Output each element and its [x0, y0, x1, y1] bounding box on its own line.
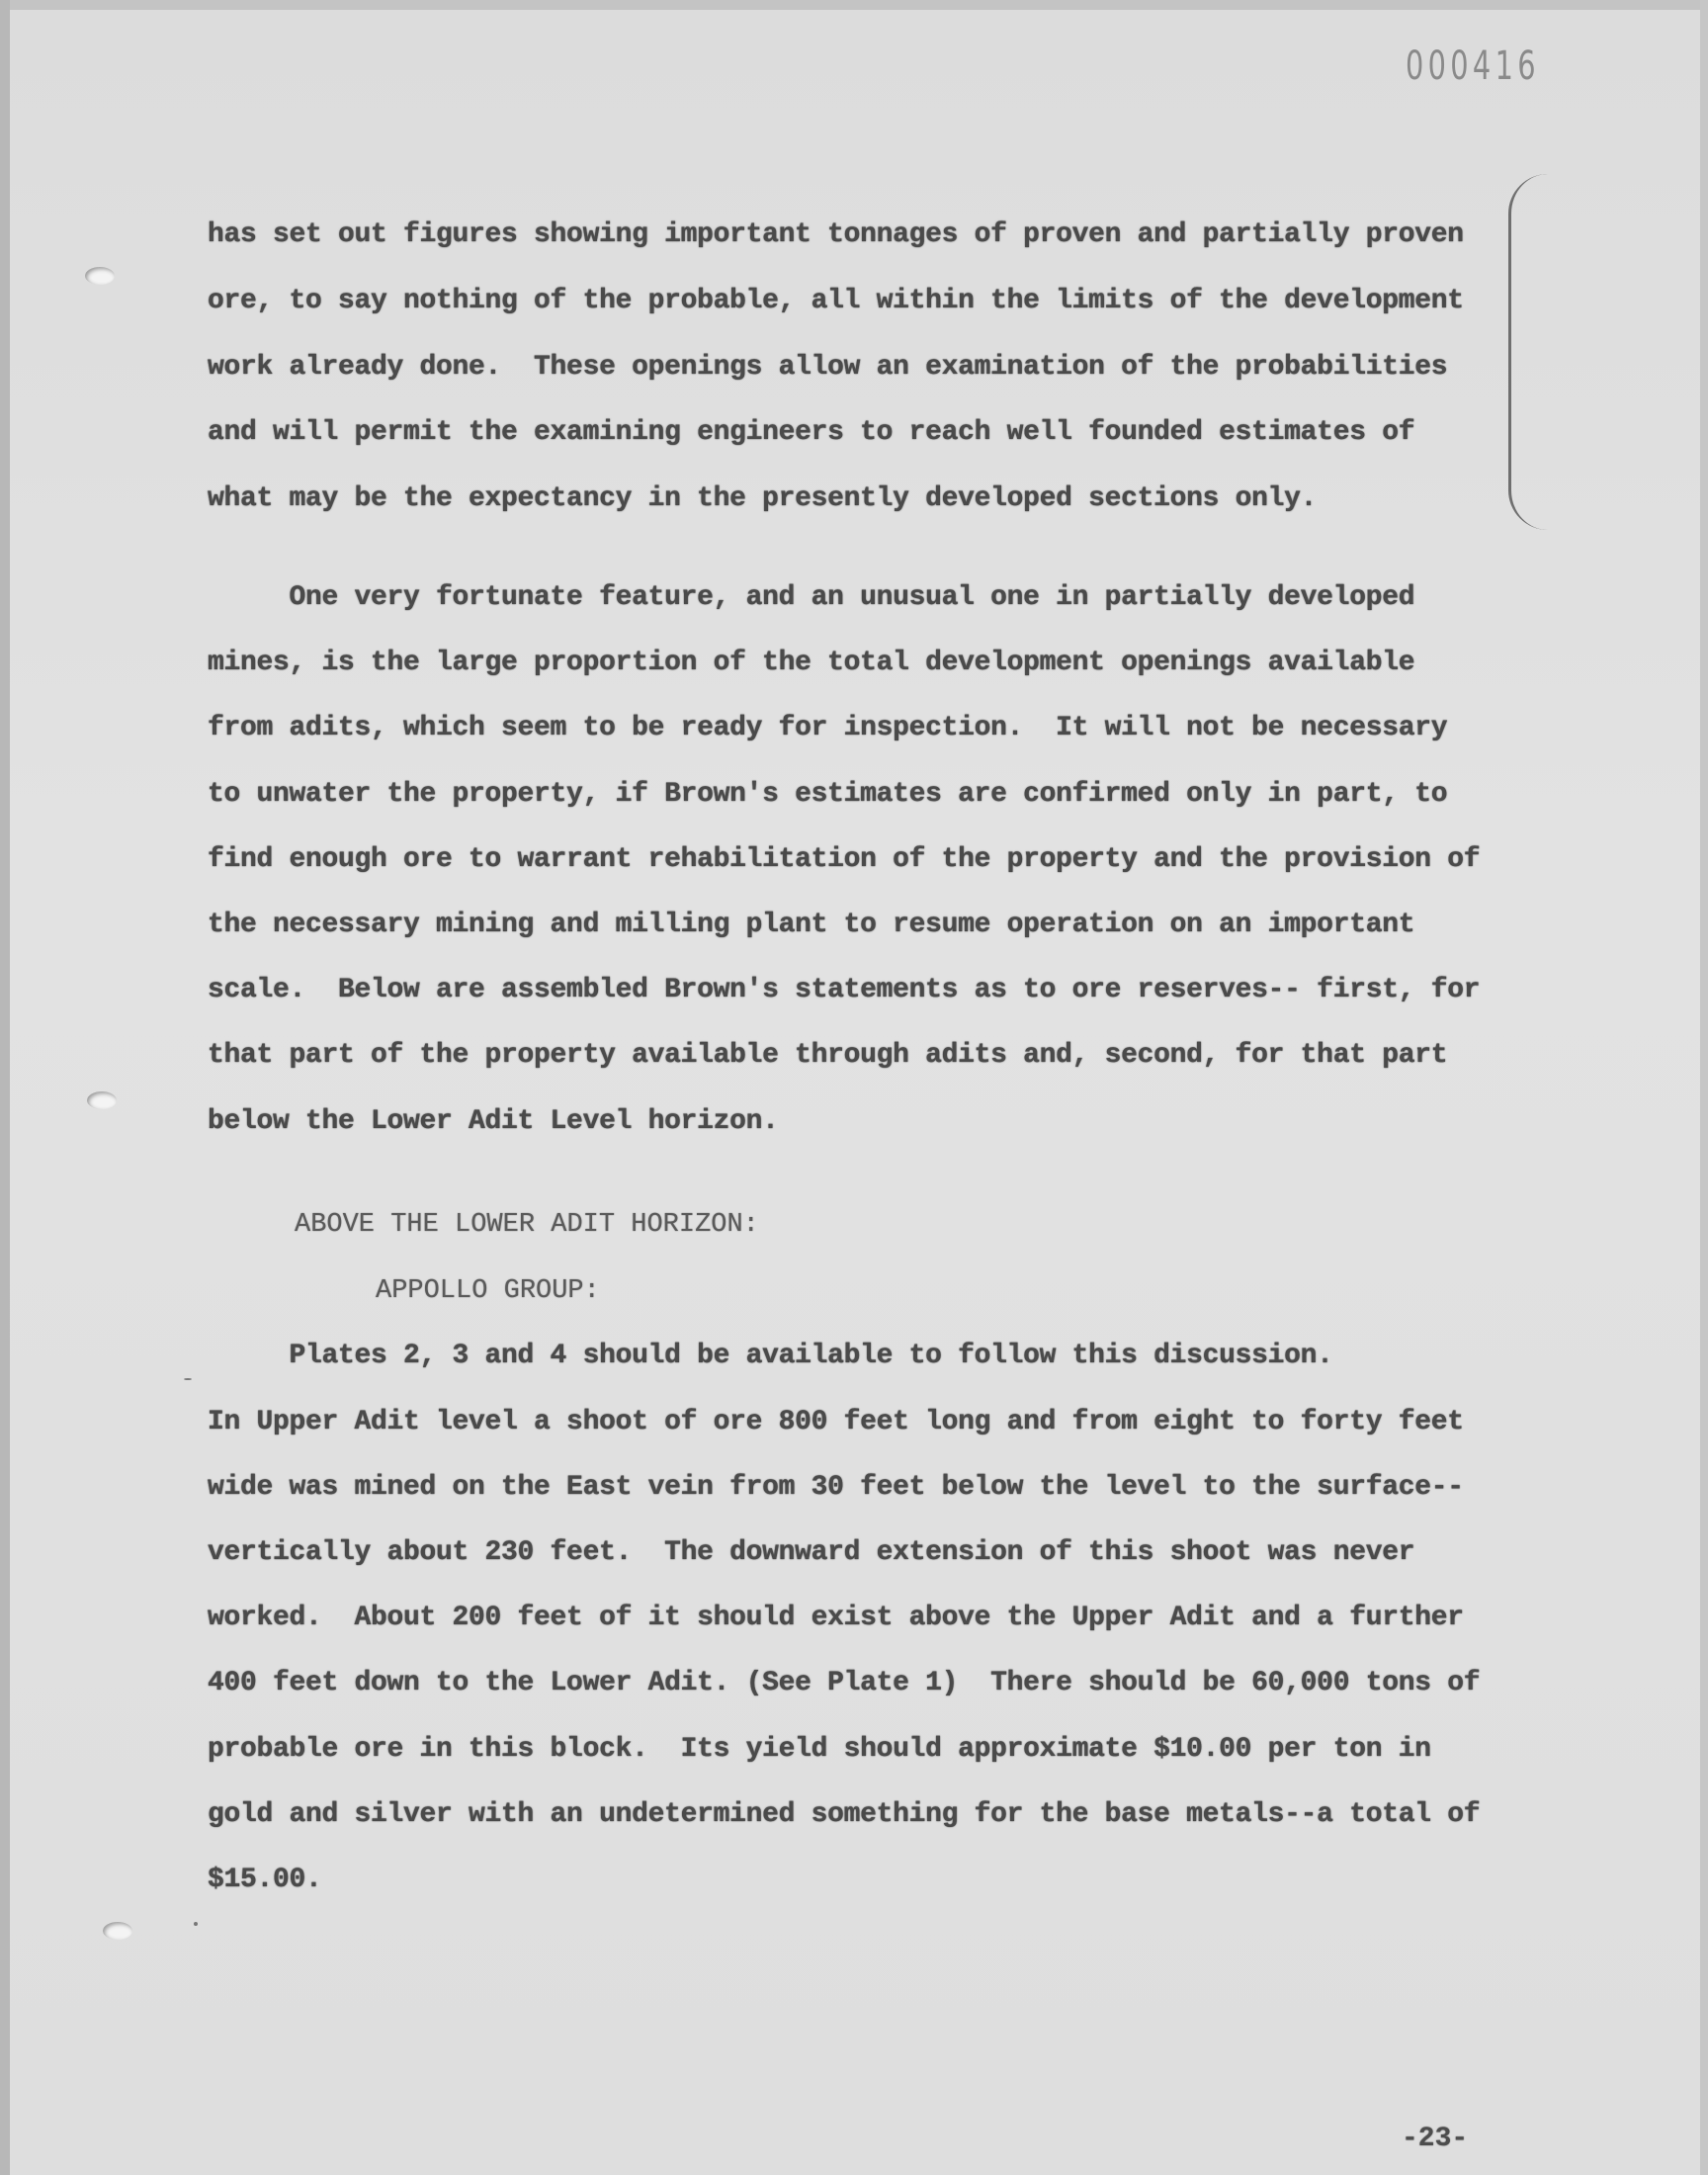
punch-hole-top [85, 267, 115, 285]
paragraph3-line: In Upper Adit level a shoot of ore 800 feet long and from eight to forty feet [208, 1407, 1464, 1437]
paragraph2-line: to unwater the property, if Brown's estimates are confirmed only in part, to [208, 779, 1448, 810]
paragraph2-line: One very fortunate feature, and an unusual one in partially developed [208, 582, 1415, 613]
punch-hole-middle [87, 1091, 117, 1109]
paragraph1-line: work already done. These openings allow an examination of the probabilities [208, 352, 1448, 383]
page-edge-left [0, 0, 10, 2175]
punch-hole-bottom [103, 1922, 132, 1940]
paragraph3-line: worked. About 200 feet of it should exist above the Upper Adit and a further [208, 1603, 1464, 1633]
paragraph3-line: Plates 2, 3 and 4 should be available to follow this discussion. [208, 1341, 1333, 1371]
paragraph3-line: $15.00. [208, 1865, 322, 1895]
paragraph2-line: scale. Below are assembled Brown's statements as to ore reserves-- first, for [208, 975, 1481, 1005]
margin-pencil-mark [1508, 174, 1551, 530]
paragraph2-line: below the Lower Adit Level horizon. [208, 1106, 779, 1137]
paragraph2-line: that part of the property available through adits and, second, for that part [208, 1040, 1448, 1071]
paper-speck [184, 1378, 192, 1380]
paragraph3-line: wide was mined on the East vein from 30 feet below the level to the surface-- [208, 1472, 1464, 1503]
paragraph1-line: and will permit the examining engineers to reach well founded estimates of [208, 417, 1415, 448]
paragraph3-line: gold and silver with an undetermined something for the base metals--a total of [208, 1799, 1481, 1830]
paragraph3-line: vertically about 230 feet. The downward extension of this shoot was never [208, 1537, 1415, 1568]
paragraph2-line: mines, is the large proportion of the total development openings available [208, 648, 1415, 678]
document-stamp-number: 000416 [1406, 44, 1540, 89]
page-edge-top [0, 0, 1708, 10]
paper-speck [194, 1922, 198, 1926]
page-edge-right [1700, 0, 1708, 2175]
paragraph1-line: ore, to say nothing of the probable, all within the limits of the development [208, 286, 1464, 316]
paragraph2-line: the necessary mining and milling plant to resume operation on an important [208, 910, 1415, 940]
section-heading: ABOVE THE LOWER ADIT HORIZON: [295, 1210, 759, 1240]
paragraph1-line: has set out figures showing important tonnages of proven and partially proven [208, 219, 1464, 250]
paragraph2-line: from adits, which seem to be ready for inspection. It will not be necessary [208, 713, 1448, 743]
page-number: -23- [1402, 2124, 1469, 2154]
subsection-heading: APPOLLO GROUP: [376, 1276, 600, 1306]
paragraph2-line: find enough ore to warrant rehabilitation of the property and the provision of [208, 844, 1481, 875]
paragraph3-line: 400 feet down to the Lower Adit. (See Plate 1) There should be 60,000 tons of [208, 1668, 1481, 1698]
paragraph1-line: what may be the expectancy in the presently developed sections only. [208, 483, 1318, 514]
paragraph3-line: probable ore in this block. Its yield should approximate $10.00 per ton in [208, 1734, 1431, 1765]
